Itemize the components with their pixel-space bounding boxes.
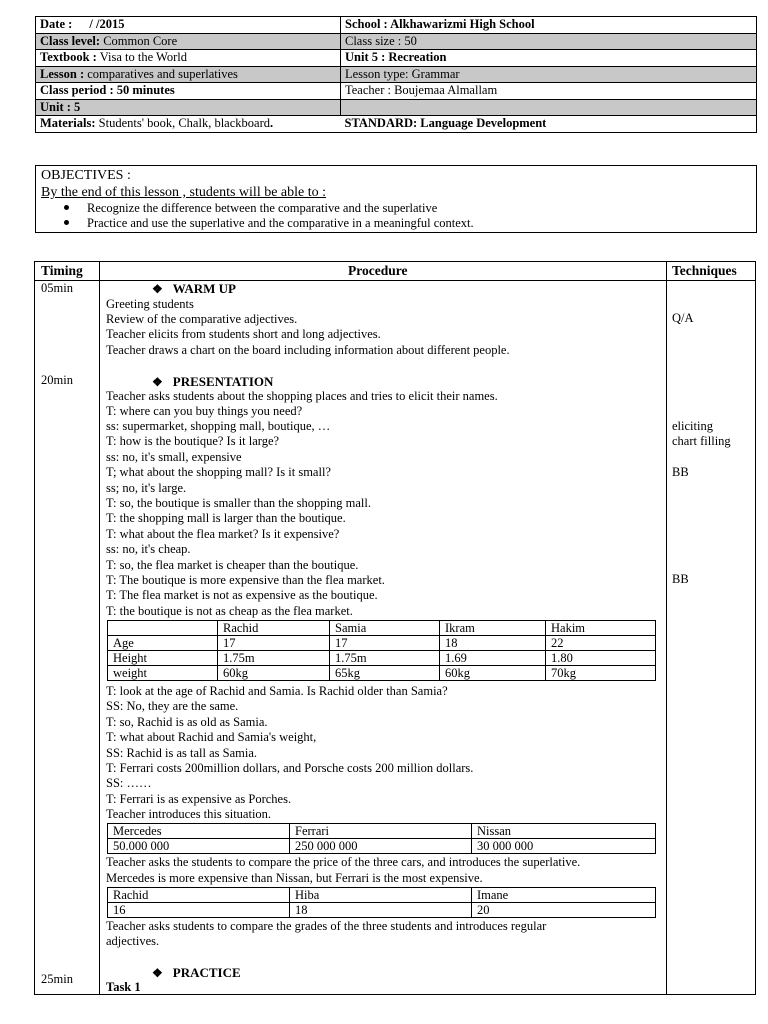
unit-empty-cell — [341, 99, 757, 116]
procedure-line: T: The flea market is not as expensive as the boutique. — [106, 588, 378, 602]
info-row-textbook — [36, 50, 757, 67]
procedure-line: ss: no, it's cheap. — [106, 542, 191, 556]
procedure-line: Greeting students — [106, 297, 194, 311]
procedure-line: ss: supermarket, shopping mall, boutique, … — [106, 419, 331, 433]
procedure-table — [34, 261, 756, 995]
objective-text: Recognize the difference between the comparative and the superlative — [87, 201, 438, 215]
column-divider — [99, 262, 100, 994]
table-cell: 18 — [440, 636, 546, 651]
table-cell: Samia — [330, 621, 440, 636]
lesson-type-value: Lesson type: Grammar — [345, 66, 460, 81]
objectives-intro: By the end of this lesson , students will be able to : — [41, 185, 327, 200]
teacher-cell — [341, 83, 757, 100]
procedure-line: T: so, the boutique is smaller than the shopping mall. — [106, 496, 371, 510]
lesson-value: comparatives and superlatives — [87, 66, 238, 81]
diamond-bullet-icon: ❖ — [152, 966, 163, 980]
grades-table-header — [108, 888, 656, 903]
technique-text: eliciting — [672, 419, 713, 433]
table-row — [108, 666, 656, 681]
practice-heading — [152, 965, 241, 981]
lesson-type-cell — [341, 66, 757, 83]
lesson-cell — [36, 66, 341, 83]
technique-text: chart filling — [672, 434, 731, 448]
class-size-cell — [341, 33, 757, 50]
standard-cell — [341, 116, 757, 133]
table-cell: 50.000 000 — [108, 839, 290, 854]
class-level-value: Common Core — [103, 33, 178, 48]
table-row — [108, 636, 656, 651]
table-cell: Height — [108, 651, 218, 666]
procedure-line: Teacher draws a chart on the board including information about different people. — [106, 343, 510, 357]
warmup-heading — [152, 281, 236, 297]
date-label: Date : — [40, 17, 73, 32]
table-cell: 60kg — [218, 666, 330, 681]
table-cell: 22 — [546, 636, 656, 651]
unit-title-label: Unit 5 : Recreation — [345, 50, 447, 65]
procedure-line: T: what about the flea market? Is it expensive? — [106, 527, 340, 541]
table-cell: 1.80 — [546, 651, 656, 666]
objective-item — [64, 216, 474, 230]
procedure-line: SS: …… — [106, 776, 152, 790]
timing-warmup: 05min — [41, 281, 73, 295]
cars-table-header — [108, 824, 656, 839]
procedure-line: T; what about the shopping mall? Is it small? — [106, 465, 331, 479]
task-label: Task 1 — [106, 980, 141, 994]
table-cell: Imane — [472, 888, 656, 903]
objective-text: Practice and use the superlative and the comparative in a meaningful context. — [87, 216, 474, 230]
table-cell: 18 — [290, 903, 472, 918]
procedure-line: T: so, Rachid is as old as Samia. — [106, 715, 268, 729]
info-row-date — [36, 17, 757, 34]
column-divider — [666, 262, 667, 994]
diamond-bullet-icon: ❖ — [152, 282, 163, 296]
procedure-line: T: Ferrari is as expensive as Porches. — [106, 792, 292, 806]
procedure-line: Mercedes is more expensive than Nissan, but Ferrari is the most expensive. — [106, 871, 483, 885]
procedure-line: T: Ferrari costs 200million dollars, and Porsche costs 200 million dollars. — [106, 761, 474, 775]
table-cell: Mercedes — [108, 824, 290, 839]
technique-text: BB — [672, 465, 689, 479]
table-cell: Hakim — [546, 621, 656, 636]
people-table-header — [108, 621, 656, 636]
table-row — [108, 839, 656, 854]
procedure-header: Procedure — [348, 263, 408, 278]
people-table — [107, 620, 656, 681]
objectives-title: OBJECTIVES : — [41, 168, 131, 183]
procedure-line: ss; no, it's large. — [106, 481, 187, 495]
procedure-line: SS: No, they are the same. — [106, 699, 239, 713]
procedure-line: T: so, the flea market is cheaper than the boutique. — [106, 558, 359, 572]
table-cell: 65kg — [330, 666, 440, 681]
diamond-bullet-icon: ❖ — [152, 375, 163, 389]
practice-title: PRACTICE — [172, 965, 241, 980]
materials-label: Materials: — [40, 116, 96, 131]
date-cell — [36, 17, 341, 34]
table-cell: 17 — [218, 636, 330, 651]
table-cell: 30 000 000 — [472, 839, 656, 854]
unit-cell — [36, 99, 341, 116]
procedure-line: Teacher introduces this situation. — [106, 807, 272, 821]
procedure-line: T: what about Rachid and Samia's weight, — [106, 730, 317, 744]
cars-table — [107, 823, 656, 854]
class-period-label: Class period : 50 minutes — [40, 83, 175, 98]
timing-presentation: 20min — [41, 373, 73, 387]
info-row-materials — [36, 116, 757, 133]
table-cell: Age — [108, 636, 218, 651]
procedure-line: Teacher elicits from students short and long adjectives. — [106, 327, 381, 341]
table-cell: Ferrari — [290, 824, 472, 839]
class-level-cell — [36, 33, 341, 50]
table-cell: 60kg — [440, 666, 546, 681]
materials-value: Students' book, Chalk, blackboard — [98, 116, 270, 131]
info-row-class-level — [36, 33, 757, 50]
unit-title-cell — [341, 50, 757, 67]
procedure-line: T: The boutique is more expensive than the flea market. — [106, 573, 385, 587]
unit-label: Unit : 5 — [40, 99, 81, 114]
grades-table — [107, 887, 656, 918]
school-cell — [341, 17, 757, 34]
bullet-icon — [64, 205, 69, 210]
header-divider — [35, 280, 755, 281]
standard-label: STANDARD: Language Development — [344, 116, 547, 131]
class-period-cell — [36, 83, 341, 100]
procedure-line: T: where can you buy things you need? — [106, 404, 303, 418]
class-size-value: Class size : 50 — [345, 33, 417, 48]
lesson-info-table — [35, 16, 757, 133]
objectives-box — [35, 165, 757, 233]
procedure-line: Teacher asks students about the shopping places and tries to elicit their names. — [106, 389, 498, 403]
table-cell: 16 — [108, 903, 290, 918]
table-cell: Ikram — [440, 621, 546, 636]
materials-cell — [36, 116, 341, 133]
table-cell: 1.75m — [218, 651, 330, 666]
table-cell: Hiba — [290, 888, 472, 903]
table-cell: Rachid — [108, 888, 290, 903]
table-cell — [108, 621, 218, 636]
procedure-line: ss: no, it's small, expensive — [106, 450, 242, 464]
class-level-label: Class level: — [40, 33, 101, 48]
lesson-label: Lesson : — [40, 66, 85, 81]
procedure-line: T: the shopping mall is larger than the boutique. — [106, 511, 346, 525]
info-row-unit — [36, 99, 757, 116]
materials-period: . — [269, 116, 274, 131]
table-row — [108, 903, 656, 918]
procedure-line: Review of the comparative adjectives. — [106, 312, 298, 326]
table-cell: 17 — [330, 636, 440, 651]
table-cell: 70kg — [546, 666, 656, 681]
table-cell: 1.75m — [330, 651, 440, 666]
procedure-line: adjectives. — [106, 934, 160, 948]
teacher-value: Teacher : Boujemaa Almallam — [345, 83, 498, 98]
info-row-period — [36, 83, 757, 100]
techniques-header: Techniques — [672, 263, 737, 278]
procedure-line: SS: Rachid is as tall as Samia. — [106, 746, 258, 760]
table-cell: weight — [108, 666, 218, 681]
presentation-heading — [152, 374, 273, 390]
table-cell: 1.69 — [440, 651, 546, 666]
procedure-line: T: the boutique is not as cheap as the flea market. — [106, 604, 353, 618]
objective-item — [64, 201, 437, 215]
technique-text: BB — [672, 572, 689, 586]
procedure-line: Teacher asks students to compare the grades of the three students and introduces regular — [106, 919, 547, 933]
timing-header: Timing — [41, 263, 83, 278]
warmup-title: WARM UP — [172, 281, 236, 296]
textbook-value: Visa to the World — [99, 50, 187, 65]
school-label: School : Alkhawarizmi High School — [345, 17, 535, 32]
table-cell: Nissan — [472, 824, 656, 839]
info-row-lesson — [36, 66, 757, 83]
table-row — [108, 651, 656, 666]
technique-text: Q/A — [672, 311, 694, 325]
textbook-label: Textbook : — [40, 50, 97, 65]
table-cell: Rachid — [218, 621, 330, 636]
textbook-cell — [36, 50, 341, 67]
timing-practice: 25min — [41, 972, 73, 986]
procedure-line: T: look at the age of Rachid and Samia. Is Rachid older than Samia? — [106, 684, 448, 698]
bullet-icon — [64, 220, 69, 225]
date-value: / /2015 — [89, 17, 125, 32]
presentation-title: PRESENTATION — [172, 374, 274, 389]
procedure-line: Teacher asks the students to compare the price of the three cars, and introduces the superlative. — [106, 855, 581, 869]
procedure-line: T: how is the boutique? Is it large? — [106, 434, 280, 448]
table-cell: 250 000 000 — [290, 839, 472, 854]
table-cell: 20 — [472, 903, 656, 918]
